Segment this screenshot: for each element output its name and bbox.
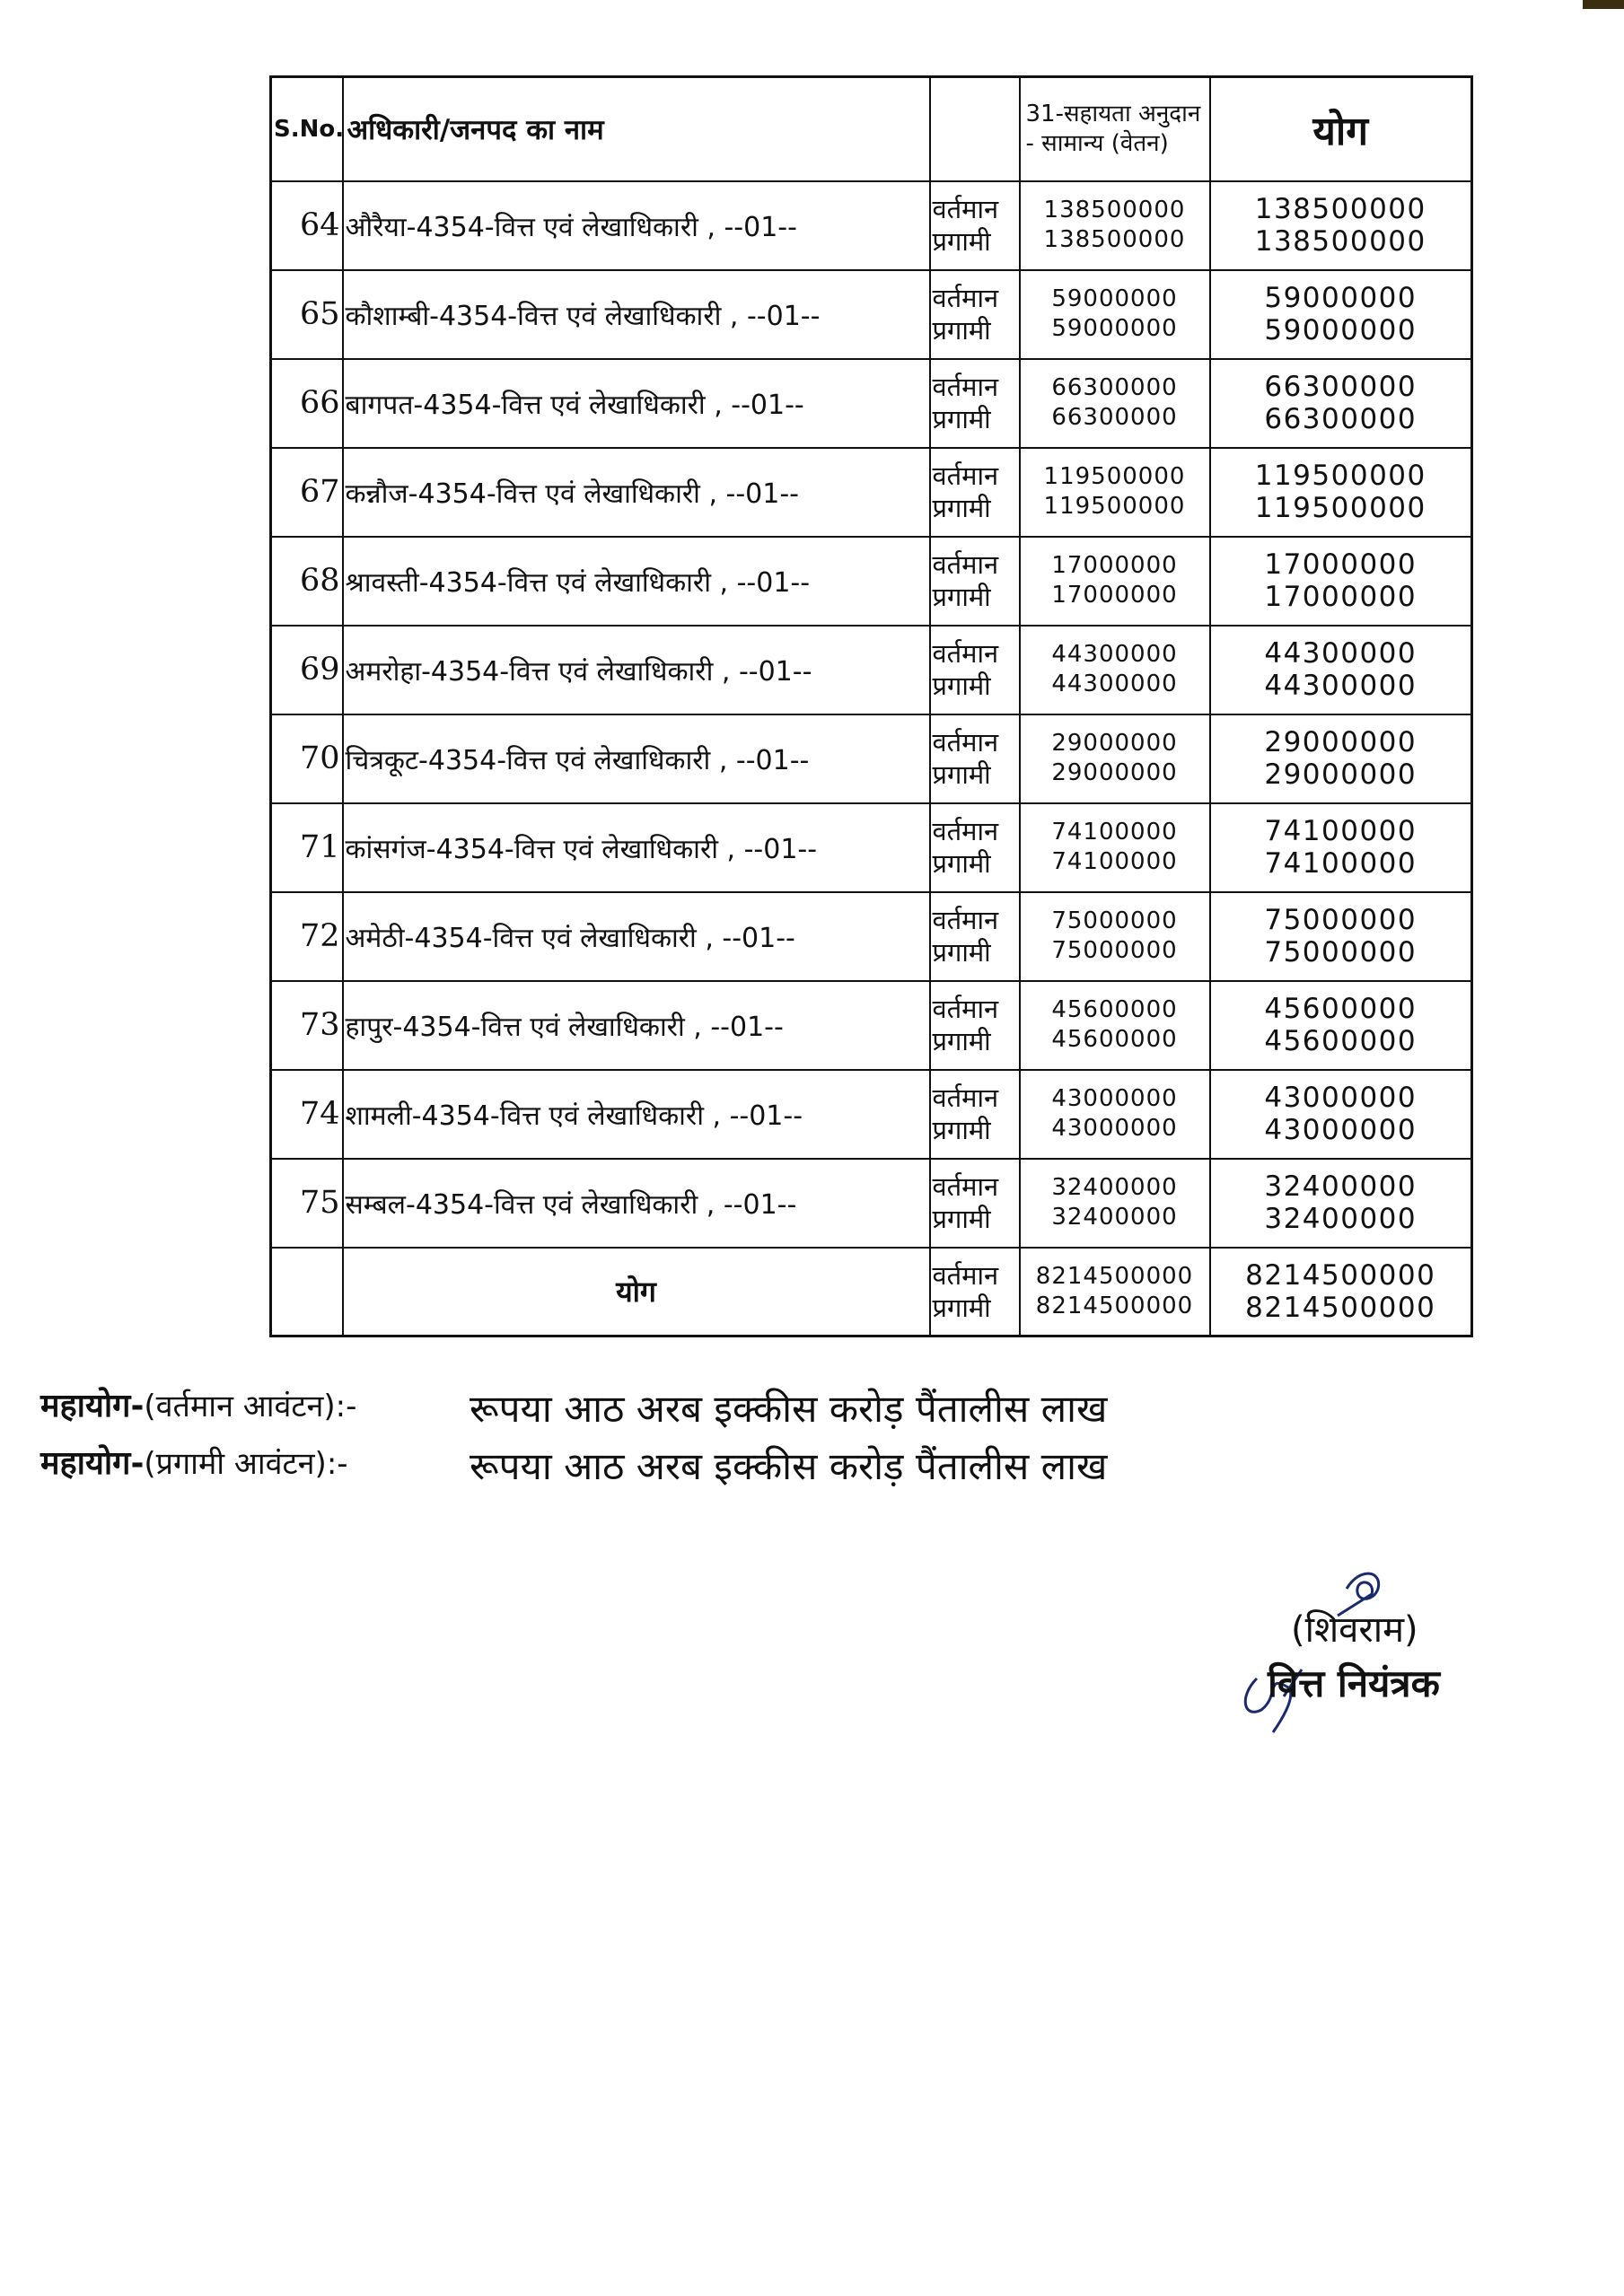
row-type — [930, 359, 1020, 448]
row-office-name: कौशाम्बी-4354-वित्त एवं लेखाधिकारी , --01-- — [343, 270, 930, 359]
amount-future: 29000000 — [1051, 759, 1178, 786]
amount-current: 17000000 — [1051, 552, 1178, 579]
amount-current: 29000000 — [1051, 730, 1178, 757]
row-amount — [1020, 1070, 1210, 1159]
footer-sno — [271, 1248, 343, 1336]
footer-amount-current: 8214500000 — [1035, 1262, 1194, 1290]
row-sno: 72 — [271, 892, 343, 981]
row-type — [930, 537, 1020, 626]
table-row — [271, 1159, 1472, 1248]
row-amount — [1020, 892, 1210, 981]
amount-current: 75000000 — [1051, 907, 1178, 934]
type-label-future: प्रगामी — [932, 848, 991, 879]
row-type — [930, 803, 1020, 892]
type-label-current: वर्तमान — [932, 1082, 999, 1113]
type-label-future: प्रगामी — [932, 1204, 991, 1234]
row-total — [1210, 892, 1472, 981]
amount-current: 74100000 — [1051, 819, 1178, 846]
row-type — [930, 892, 1020, 981]
footer-total — [1210, 1248, 1472, 1336]
signatory-name: (शिवराम) — [1291, 1609, 1418, 1651]
footer-total-current: 8214500000 — [1245, 1258, 1436, 1292]
grand-total-words: रूपया आठ अरब इक्कीस करोड़ पैंतालीस लाख — [470, 1387, 1108, 1431]
table-row — [271, 270, 1472, 359]
table-row — [271, 803, 1472, 892]
table-row — [271, 359, 1472, 448]
table-row — [271, 981, 1472, 1070]
row-amount — [1020, 181, 1210, 270]
amount-future: 138500000 — [1043, 226, 1186, 253]
type-label-current: वर्तमान — [932, 549, 999, 580]
header-amount: 31-सहायता अनुदान - सामान्य (वेतन) — [1020, 77, 1210, 181]
grand-total-future-line — [40, 1440, 1108, 1488]
type-label-current: वर्तमान — [932, 905, 999, 935]
row-sno: 69 — [271, 626, 343, 714]
type-label-future: प्रगामी — [932, 315, 991, 346]
total-future: 17000000 — [1264, 581, 1418, 613]
total-future: 59000000 — [1264, 314, 1418, 346]
row-type — [930, 981, 1020, 1070]
row-total — [1210, 981, 1472, 1070]
type-label-future: प्रगामी — [932, 1026, 991, 1056]
amount-current: 66300000 — [1051, 374, 1178, 401]
total-future: 43000000 — [1264, 1114, 1418, 1146]
row-amount — [1020, 448, 1210, 537]
row-office-name: चित्रकूट-4354-वित्त एवं लेखाधिकारी , --01-- — [343, 714, 930, 803]
row-total — [1210, 1070, 1472, 1159]
corner-mark — [1583, 0, 1624, 9]
row-sno: 68 — [271, 537, 343, 626]
row-total — [1210, 1159, 1472, 1248]
row-office-name: औरैया-4354-वित्त एवं लेखाधिकारी , --01-- — [343, 181, 930, 270]
type-label-future: प्रगामी — [932, 1115, 991, 1145]
row-total — [1210, 537, 1472, 626]
total-future: 44300000 — [1264, 670, 1418, 702]
amount-future: 45600000 — [1051, 1026, 1178, 1053]
type-label-future: प्रगामी — [932, 226, 991, 257]
footer-amount-future: 8214500000 — [1035, 1292, 1194, 1319]
allocation-table — [269, 75, 1473, 1337]
header-type — [930, 77, 1020, 181]
type-label-current: वर्तमान — [932, 460, 999, 491]
type-label-future: प्रगामी — [932, 1292, 991, 1323]
row-sno: 71 — [271, 803, 343, 892]
signatory-title: वित्त नियंत्रक — [1268, 1661, 1440, 1705]
type-label-current: वर्तमान — [932, 816, 999, 846]
row-amount — [1020, 981, 1210, 1070]
footer-type — [930, 1248, 1020, 1336]
amount-current: 138500000 — [1043, 197, 1186, 223]
amount-future: 59000000 — [1051, 315, 1178, 342]
type-label-future: प्रगामी — [932, 759, 991, 790]
row-sno: 64 — [271, 181, 343, 270]
row-office-name: अमरोहा-4354-वित्त एवं लेखाधिकारी , --01-- — [343, 626, 930, 714]
amount-current: 119500000 — [1043, 463, 1186, 490]
grand-total-words: रूपया आठ अरब इक्कीस करोड़ पैंतालीस लाख — [470, 1444, 1108, 1488]
type-label-future: प्रगामी — [932, 582, 991, 612]
total-current: 75000000 — [1264, 904, 1418, 936]
footer-label: योग — [343, 1248, 930, 1336]
total-future: 75000000 — [1264, 936, 1418, 968]
total-future: 32400000 — [1264, 1203, 1418, 1235]
row-total — [1210, 714, 1472, 803]
grand-total-current-line — [40, 1382, 1108, 1431]
total-future: 29000000 — [1264, 758, 1418, 791]
amount-current: 45600000 — [1051, 996, 1178, 1023]
row-type — [930, 181, 1020, 270]
row-sno: 74 — [271, 1070, 343, 1159]
header-sno: S.No. — [271, 77, 343, 181]
table-row — [271, 626, 1472, 714]
amount-future: 119500000 — [1043, 493, 1186, 520]
row-type — [930, 714, 1020, 803]
row-amount — [1020, 270, 1210, 359]
row-sno: 70 — [271, 714, 343, 803]
table-row — [271, 181, 1472, 270]
amount-current: 44300000 — [1051, 641, 1178, 668]
amount-future: 43000000 — [1051, 1115, 1178, 1142]
row-type — [930, 270, 1020, 359]
row-amount — [1020, 1159, 1210, 1248]
type-label-current: वर्तमान — [932, 727, 999, 758]
total-current: 119500000 — [1254, 460, 1426, 492]
row-office-name: कांसगंज-4354-वित्त एवं लेखाधिकारी , --01-- — [343, 803, 930, 892]
row-office-name: हापुर-4354-वित्त एवं लेखाधिकारी , --01-- — [343, 981, 930, 1070]
table-row — [271, 1070, 1472, 1159]
amount-future: 44300000 — [1051, 670, 1178, 697]
amount-future: 66300000 — [1051, 404, 1178, 431]
type-label-current: वर्तमान — [932, 372, 999, 402]
row-amount — [1020, 537, 1210, 626]
total-future: 66300000 — [1264, 403, 1418, 435]
total-current: 138500000 — [1254, 193, 1426, 225]
row-sno: 65 — [271, 270, 343, 359]
row-type — [930, 1070, 1020, 1159]
grand-total-sublabel: (प्रगामी आवंटन):- — [144, 1446, 348, 1482]
total-current: 43000000 — [1264, 1082, 1418, 1114]
total-current: 44300000 — [1264, 637, 1418, 670]
header-name: अधिकारी/जनपद का नाम — [343, 77, 930, 181]
total-future: 45600000 — [1264, 1025, 1418, 1057]
total-future: 138500000 — [1254, 225, 1426, 258]
type-label-current: वर्तमान — [932, 994, 999, 1024]
total-current: 59000000 — [1264, 282, 1418, 314]
total-current: 29000000 — [1264, 726, 1418, 758]
table-row — [271, 892, 1472, 981]
type-label-current: वर्तमान — [932, 638, 999, 669]
type-label-future: प्रगामी — [932, 937, 991, 968]
type-label-current: वर्तमान — [932, 283, 999, 313]
row-type — [930, 1159, 1020, 1248]
row-total — [1210, 803, 1472, 892]
row-total — [1210, 270, 1472, 359]
footer-total-future: 8214500000 — [1245, 1291, 1436, 1324]
amount-future: 74100000 — [1051, 848, 1178, 875]
total-current: 66300000 — [1264, 371, 1418, 403]
row-type — [930, 448, 1020, 537]
row-sno: 66 — [271, 359, 343, 448]
amount-current: 59000000 — [1051, 285, 1178, 312]
amount-future: 32400000 — [1051, 1204, 1178, 1231]
table-footer-row — [271, 1248, 1472, 1336]
type-label-future: प्रगामी — [932, 493, 991, 523]
type-label-future: प्रगामी — [932, 404, 991, 434]
row-sno: 75 — [271, 1159, 343, 1248]
grand-total-label: महायोग- — [40, 1388, 145, 1424]
total-current: 17000000 — [1264, 548, 1418, 581]
type-label-current: वर्तमान — [932, 1259, 999, 1291]
table-row — [271, 714, 1472, 803]
header-total: योग — [1210, 77, 1472, 181]
row-office-name: बागपत-4354-वित्त एवं लेखाधिकारी , --01-- — [343, 359, 930, 448]
row-sno: 73 — [271, 981, 343, 1070]
row-total — [1210, 359, 1472, 448]
amount-current: 43000000 — [1051, 1085, 1178, 1112]
total-current: 74100000 — [1264, 815, 1418, 847]
footer-amount — [1020, 1248, 1210, 1336]
total-future: 74100000 — [1264, 847, 1418, 880]
row-amount — [1020, 714, 1210, 803]
total-current: 32400000 — [1264, 1170, 1418, 1203]
amount-future: 75000000 — [1051, 937, 1178, 964]
table-row — [271, 448, 1472, 537]
row-amount — [1020, 626, 1210, 714]
grand-total-label: महायोग- — [40, 1445, 145, 1482]
type-label-current: वर्तमान — [932, 1171, 999, 1202]
total-current: 45600000 — [1264, 993, 1418, 1025]
row-total — [1210, 181, 1472, 270]
row-office-name: श्रावस्ती-4354-वित्त एवं लेखाधिकारी , --01-- — [343, 537, 930, 626]
grand-total-sublabel: (वर्तमान आवंटन):- — [144, 1389, 357, 1424]
row-amount — [1020, 359, 1210, 448]
type-label-current: वर्तमान — [932, 194, 999, 224]
row-office-name: कन्नौज-4354-वित्त एवं लेखाधिकारी , --01-- — [343, 448, 930, 537]
row-total — [1210, 448, 1472, 537]
table-header-row — [271, 77, 1472, 181]
row-total — [1210, 626, 1472, 714]
amount-future: 17000000 — [1051, 582, 1178, 609]
row-amount — [1020, 803, 1210, 892]
type-label-future: प्रगामी — [932, 670, 991, 701]
total-future: 119500000 — [1254, 492, 1426, 524]
row-office-name: सम्बल-4354-वित्त एवं लेखाधिकारी , --01-- — [343, 1159, 930, 1248]
amount-current: 32400000 — [1051, 1174, 1178, 1201]
row-sno: 67 — [271, 448, 343, 537]
row-office-name: अमेठी-4354-वित्त एवं लेखाधिकारी , --01-- — [343, 892, 930, 981]
row-type — [930, 626, 1020, 714]
row-office-name: शामली-4354-वित्त एवं लेखाधिकारी , --01-- — [343, 1070, 930, 1159]
table-row — [271, 537, 1472, 626]
